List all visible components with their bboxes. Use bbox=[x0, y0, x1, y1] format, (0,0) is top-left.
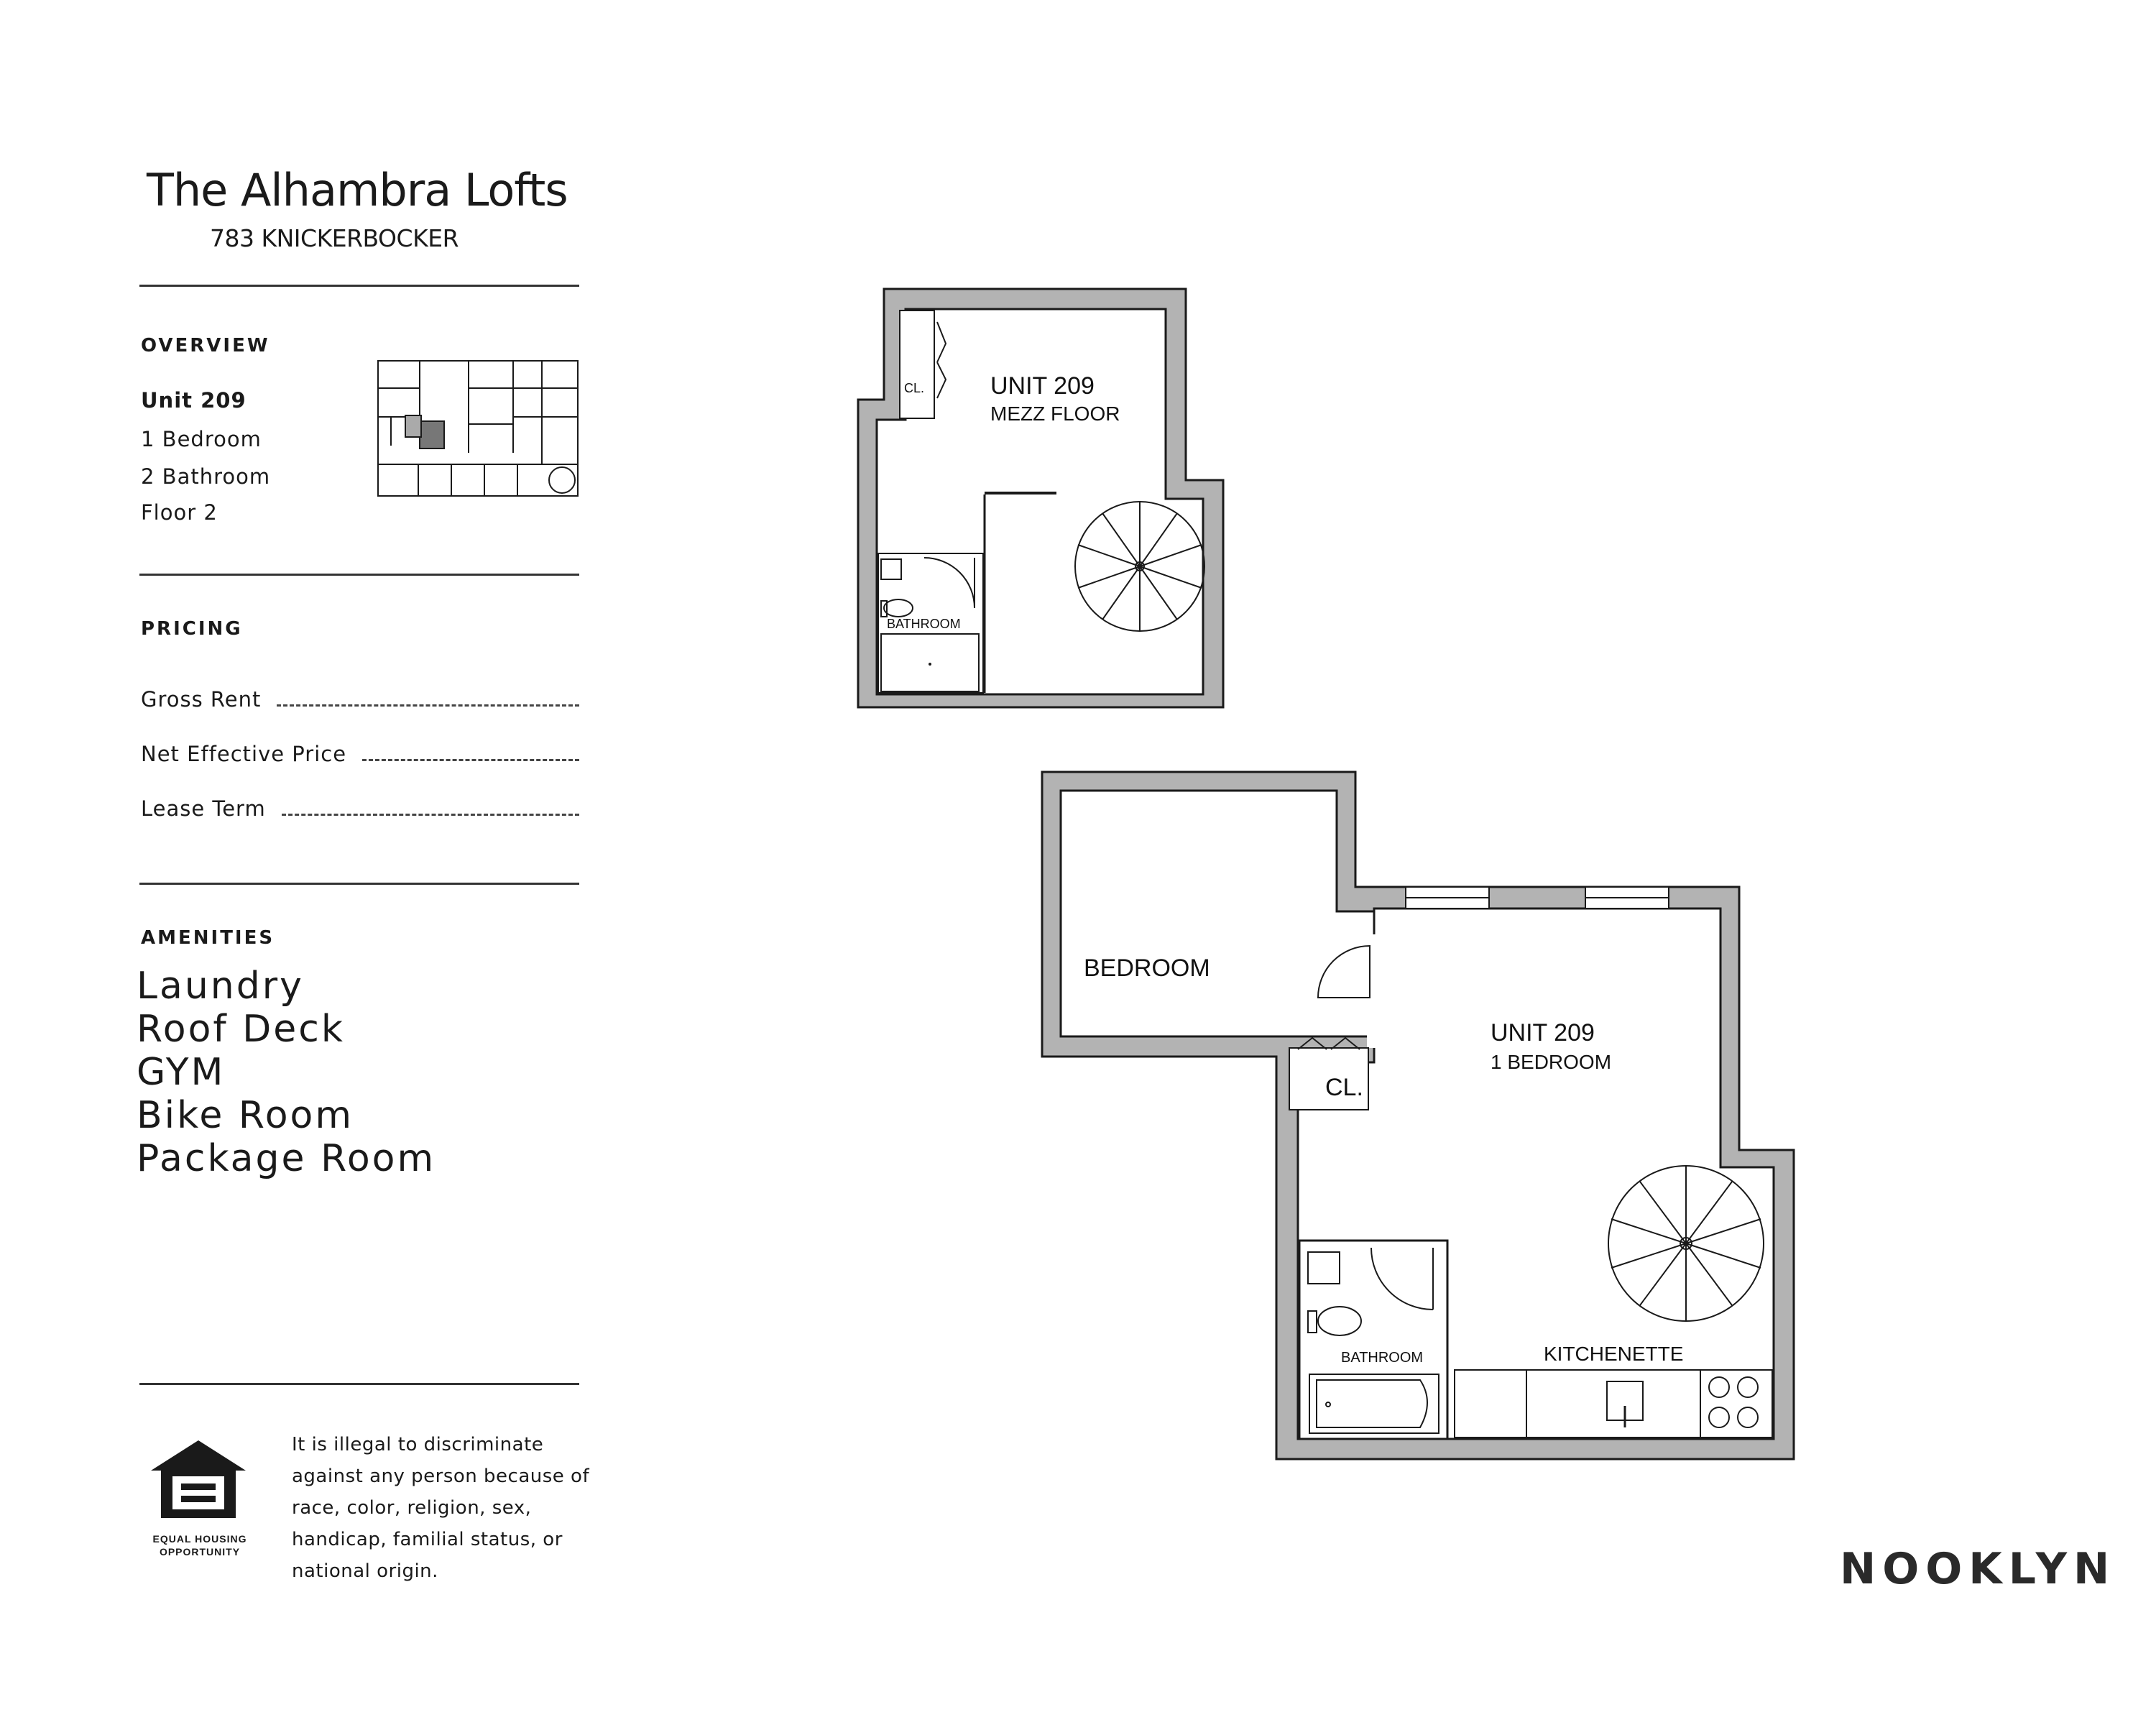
main-floor-label: 1 BEDROOM bbox=[1491, 1051, 1612, 1073]
divider bbox=[139, 574, 579, 576]
unit-number: Unit 209 bbox=[141, 388, 247, 413]
bedroom-count: 1 Bedroom bbox=[141, 427, 262, 451]
amenity-item: Bike Room bbox=[137, 1094, 354, 1137]
main-bathroom-label: BATHROOM bbox=[1341, 1350, 1424, 1366]
equal-housing-icon bbox=[148, 1439, 249, 1519]
caption-line: OPPORTUNITY bbox=[159, 1546, 241, 1558]
price-row-net-effective bbox=[141, 742, 579, 770]
amenity-item: Package Room bbox=[137, 1137, 436, 1180]
divider bbox=[139, 883, 579, 885]
amenities-heading: AMENITIES bbox=[141, 927, 275, 949]
pricing-heading: PRICING bbox=[141, 618, 243, 640]
price-label: Net Effective Price bbox=[141, 742, 347, 766]
mezz-floor-label: MEZZ FLOOR bbox=[990, 402, 1120, 425]
price-value-blank bbox=[282, 796, 579, 816]
bathroom-count: 2 Bathroom bbox=[141, 464, 271, 489]
divider bbox=[139, 285, 579, 287]
price-label: Gross Rent bbox=[141, 687, 262, 712]
building-address: 783 KNICKERBOCKER bbox=[210, 224, 459, 252]
amenity-item: Roof Deck bbox=[137, 1008, 345, 1051]
building-title: The Alhambra Lofts bbox=[147, 164, 568, 216]
amenity-item: GYM bbox=[137, 1051, 226, 1094]
floor-number: Floor 2 bbox=[141, 500, 218, 525]
building-key-plan bbox=[377, 359, 585, 500]
bedroom-label: BEDROOM bbox=[1084, 954, 1210, 982]
divider bbox=[139, 1383, 579, 1385]
brand-logo: NOOKLYN bbox=[1840, 1544, 2116, 1594]
equal-housing-caption bbox=[135, 1532, 264, 1558]
mezz-bathroom-label: BATHROOM bbox=[887, 617, 961, 631]
price-label: Lease Term bbox=[141, 796, 266, 821]
fair-housing-disclaimer: It is illegal to discriminate against any person because of race, color, religion, sex, handicap, familial status, or national origin. bbox=[292, 1434, 590, 1582]
amenity-item: Laundry bbox=[137, 965, 304, 1008]
main-unit-label: UNIT 209 bbox=[1491, 1019, 1595, 1046]
caption-line: EQUAL HOUSING bbox=[152, 1533, 247, 1545]
price-value-blank bbox=[277, 687, 579, 707]
price-row-lease-term bbox=[141, 796, 579, 825]
mezz-floor-plan bbox=[855, 286, 1229, 717]
price-row-gross-rent bbox=[141, 687, 579, 716]
mezz-closet-label: CL. bbox=[904, 381, 925, 395]
overview-heading: OVERVIEW bbox=[141, 335, 270, 356]
kitchenette-label: KITCHENETTE bbox=[1544, 1343, 1684, 1365]
main-closet-label: CL. bbox=[1325, 1074, 1363, 1101]
mezz-unit-label: UNIT 209 bbox=[990, 372, 1095, 400]
highlighted-unit bbox=[420, 421, 444, 448]
price-value-blank bbox=[362, 742, 579, 761]
